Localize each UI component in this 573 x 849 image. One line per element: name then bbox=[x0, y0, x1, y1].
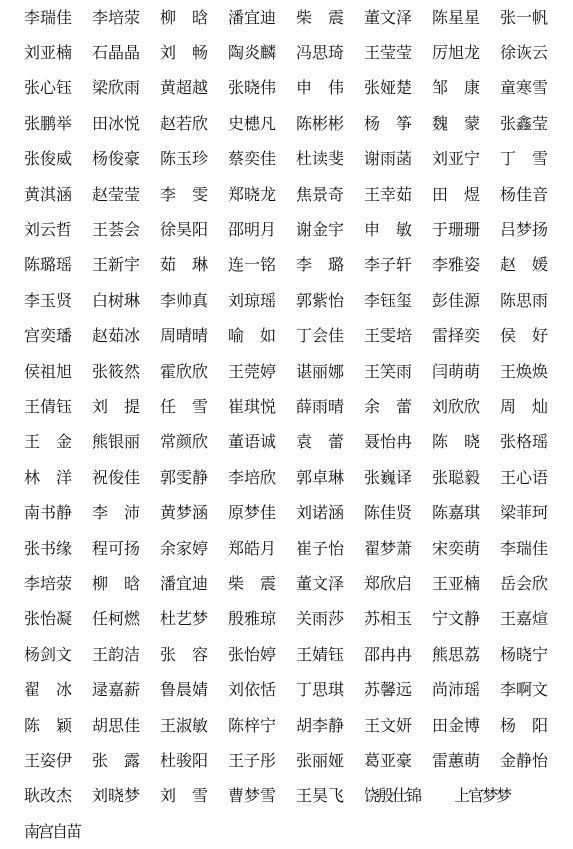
name-cell: 徐诙云 bbox=[500, 43, 549, 63]
name-cell: 邹 康 bbox=[432, 78, 481, 98]
name-cell: 柴 震 bbox=[228, 573, 277, 593]
name-cell: 白树琳 bbox=[92, 290, 141, 310]
name-cell: 王婧钰 bbox=[296, 644, 345, 664]
name-cell: 焦景奇 bbox=[296, 184, 345, 204]
name-cell: 金静怡 bbox=[500, 750, 549, 770]
name-cell: 李雅姿 bbox=[432, 255, 481, 275]
name-cell: 梁欣雨 bbox=[92, 78, 141, 98]
name-cell: 陈 颖 bbox=[24, 715, 73, 735]
name-cell: 申 敏 bbox=[364, 220, 413, 240]
name-cell: 董文泽 bbox=[364, 7, 413, 27]
name-cell: 郑晓龙 bbox=[228, 184, 277, 204]
name-cell: 任柯燃 bbox=[92, 609, 141, 629]
name-cell: 苏相玉 bbox=[364, 609, 413, 629]
name-cell: 袁 蕾 bbox=[296, 432, 345, 452]
name-row bbox=[24, 602, 573, 637]
name-cell: 郑皓月 bbox=[228, 538, 277, 558]
name-cell: 殷雅琼 bbox=[228, 609, 277, 629]
name-cell: 郑欣启 bbox=[364, 573, 413, 593]
name-row bbox=[24, 354, 573, 389]
name-cell: 任 雪 bbox=[160, 396, 209, 416]
name-cell: 鲁晨婧 bbox=[160, 680, 209, 700]
name-cell: 赵若欣 bbox=[160, 113, 209, 133]
name-cell: 饶殷仕锦 bbox=[364, 786, 421, 806]
name-cell: 董语诚 bbox=[228, 432, 277, 452]
name-cell: 雷择奕 bbox=[432, 326, 481, 346]
name-row bbox=[24, 672, 573, 707]
name-cell: 杨佳音 bbox=[500, 184, 549, 204]
name-cell: 陈玉珍 bbox=[160, 149, 209, 169]
name-cell: 丁 雪 bbox=[500, 149, 549, 169]
name-cell: 刘亚宁 bbox=[432, 149, 481, 169]
name-cell: 李子轩 bbox=[364, 255, 413, 275]
name-cell: 王笑雨 bbox=[364, 361, 413, 381]
name-cell: 胡思佳 bbox=[92, 715, 141, 735]
name-cell: 柴 震 bbox=[296, 7, 345, 27]
name-cell: 陈璐瑶 bbox=[24, 255, 73, 275]
name-row bbox=[24, 106, 573, 141]
name-cell: 崔子怡 bbox=[296, 538, 345, 558]
name-cell: 李钰玺 bbox=[364, 290, 413, 310]
name-cell: 徐昊阳 bbox=[160, 220, 209, 240]
name-cell: 邵明月 bbox=[228, 220, 277, 240]
name-cell: 张娅楚 bbox=[364, 78, 413, 98]
name-cell: 尚沛瑶 bbox=[432, 680, 481, 700]
name-cell: 王新宇 bbox=[92, 255, 141, 275]
name-cell: 李培荥 bbox=[92, 7, 141, 27]
name-cell: 王 金 bbox=[24, 432, 73, 452]
name-cell: 周晴晴 bbox=[160, 326, 209, 346]
name-cell: 王韵洁 bbox=[92, 644, 141, 664]
name-cell: 石晶晶 bbox=[92, 43, 141, 63]
name-row bbox=[24, 460, 573, 495]
name-cell: 关雨莎 bbox=[296, 609, 345, 629]
name-cell: 宁文静 bbox=[432, 609, 481, 629]
name-cell: 张巍译 bbox=[364, 467, 413, 487]
name-row bbox=[24, 708, 573, 743]
name-cell: 刘 提 bbox=[92, 396, 141, 416]
name-cell: 侯 好 bbox=[500, 326, 549, 346]
name-row bbox=[24, 425, 573, 460]
name-cell: 李培荥 bbox=[24, 573, 73, 593]
name-cell: 闫萌萌 bbox=[432, 361, 481, 381]
name-cell: 潘宜迪 bbox=[228, 7, 277, 27]
name-cell: 王幸茹 bbox=[364, 184, 413, 204]
name-cell: 田冰悦 bbox=[92, 113, 141, 133]
name-cell: 王倩钰 bbox=[24, 396, 73, 416]
name-cell: 熊思荔 bbox=[432, 644, 481, 664]
name-cell: 南书静 bbox=[24, 503, 73, 523]
name-cell: 黄梦涵 bbox=[160, 503, 209, 523]
name-cell: 陈 晓 bbox=[432, 432, 481, 452]
name-cell: 丁思琪 bbox=[296, 680, 345, 700]
name-row bbox=[24, 0, 573, 35]
name-row bbox=[24, 212, 573, 247]
name-cell: 逯嘉薪 bbox=[92, 680, 141, 700]
name-row bbox=[24, 35, 573, 70]
name-cell: 李玉贤 bbox=[24, 290, 73, 310]
name-cell: 刘晓梦 bbox=[92, 786, 141, 806]
name-cell: 梁菲珂 bbox=[500, 503, 549, 523]
name-cell: 林 洋 bbox=[24, 467, 73, 487]
name-cell: 原梦佳 bbox=[228, 503, 277, 523]
name-cell: 王雯培 bbox=[364, 326, 413, 346]
name-cell: 史槵凡 bbox=[228, 113, 277, 133]
name-cell: 赵莹莹 bbox=[92, 184, 141, 204]
name-list bbox=[24, 0, 573, 849]
name-cell: 赵茹冰 bbox=[92, 326, 141, 346]
name-row bbox=[24, 743, 573, 778]
name-cell: 陈佳贤 bbox=[364, 503, 413, 523]
name-cell: 余家婷 bbox=[160, 538, 209, 558]
name-cell: 常颜欣 bbox=[160, 432, 209, 452]
name-cell: 祝俊佳 bbox=[92, 467, 141, 487]
name-cell: 王淑敏 bbox=[160, 715, 209, 735]
name-cell: 申 伟 bbox=[296, 78, 345, 98]
name-cell: 黄淇涵 bbox=[24, 184, 73, 204]
name-row bbox=[24, 389, 573, 424]
name-cell: 陈彬彬 bbox=[296, 113, 345, 133]
name-cell: 王莞婷 bbox=[228, 361, 277, 381]
name-cell: 李啊文 bbox=[500, 680, 549, 700]
name-cell: 张 露 bbox=[92, 750, 141, 770]
name-cell: 田 煜 bbox=[432, 184, 481, 204]
name-cell: 王姿伊 bbox=[24, 750, 73, 770]
name-cell: 张一帆 bbox=[500, 7, 549, 27]
name-cell: 潘宜迪 bbox=[160, 573, 209, 593]
name-row bbox=[24, 495, 573, 530]
name-cell: 蔡奕佳 bbox=[228, 149, 277, 169]
name-row bbox=[24, 814, 573, 849]
name-cell: 宋奕萌 bbox=[432, 538, 481, 558]
name-cell: 李 雯 bbox=[160, 184, 209, 204]
name-cell: 田金博 bbox=[432, 715, 481, 735]
name-cell: 张格瑶 bbox=[500, 432, 549, 452]
name-cell: 刘欣欣 bbox=[432, 396, 481, 416]
name-cell: 雷蕙萌 bbox=[432, 750, 481, 770]
name-cell: 丁会佳 bbox=[296, 326, 345, 346]
name-cell: 张丽娅 bbox=[296, 750, 345, 770]
name-cell: 陈思雨 bbox=[500, 290, 549, 310]
name-cell: 张晓伟 bbox=[228, 78, 277, 98]
name-cell: 郭卓琳 bbox=[296, 467, 345, 487]
name-cell: 薛雨晴 bbox=[296, 396, 345, 416]
name-cell: 刘 雪 bbox=[160, 786, 209, 806]
name-cell: 李 璐 bbox=[296, 255, 345, 275]
name-cell: 陈星星 bbox=[432, 7, 481, 27]
name-cell: 厉旭龙 bbox=[432, 43, 481, 63]
name-cell: 张心钰 bbox=[24, 78, 73, 98]
name-cell: 李瑞佳 bbox=[24, 7, 73, 27]
name-cell: 张聪毅 bbox=[432, 467, 481, 487]
name-cell: 王昊飞 bbox=[296, 786, 345, 806]
name-cell: 王文妍 bbox=[364, 715, 413, 735]
name-cell: 李 沛 bbox=[92, 503, 141, 523]
name-cell: 崔琪悦 bbox=[228, 396, 277, 416]
name-cell: 程可扬 bbox=[92, 538, 141, 558]
name-row bbox=[24, 319, 573, 354]
name-cell: 陈梓宁 bbox=[228, 715, 277, 735]
name-cell: 杨晓宁 bbox=[500, 644, 549, 664]
name-cell: 耿改杰 bbox=[24, 786, 73, 806]
name-cell: 张怡凝 bbox=[24, 609, 73, 629]
name-cell: 刘依恬 bbox=[228, 680, 277, 700]
name-cell: 王嘉煊 bbox=[500, 609, 549, 629]
name-cell: 于珊珊 bbox=[432, 220, 481, 240]
name-cell: 陶炎麟 bbox=[228, 43, 277, 63]
name-cell: 翟 冰 bbox=[24, 680, 73, 700]
name-cell: 张鹏举 bbox=[24, 113, 73, 133]
name-cell: 张鑫莹 bbox=[500, 113, 549, 133]
name-cell: 茹 琳 bbox=[160, 255, 209, 275]
name-cell: 杜艺梦 bbox=[160, 609, 209, 629]
name-cell: 宫奕璠 bbox=[24, 326, 73, 346]
name-cell: 王焕焕 bbox=[500, 361, 549, 381]
name-row bbox=[24, 283, 573, 318]
name-cell: 谌丽娜 bbox=[296, 361, 345, 381]
name-row bbox=[24, 531, 573, 566]
name-cell: 熊银丽 bbox=[92, 432, 141, 452]
name-cell: 翟梦萧 bbox=[364, 538, 413, 558]
name-cell: 谢金宇 bbox=[296, 220, 345, 240]
name-cell: 张怡婷 bbox=[228, 644, 277, 664]
name-cell: 张俊威 bbox=[24, 149, 73, 169]
name-cell: 杨 筝 bbox=[364, 113, 413, 133]
name-cell: 周 灿 bbox=[500, 396, 549, 416]
name-row bbox=[24, 142, 573, 177]
name-cell: 童寒雪 bbox=[500, 78, 549, 98]
name-cell: 杜骏阳 bbox=[160, 750, 209, 770]
name-cell: 郭雯静 bbox=[160, 467, 209, 487]
name-cell: 胡李静 bbox=[296, 715, 345, 735]
name-row bbox=[24, 248, 573, 283]
name-cell: 连一铭 bbox=[228, 255, 277, 275]
name-cell: 刘云哲 bbox=[24, 220, 73, 240]
name-row bbox=[24, 637, 573, 672]
name-cell: 南宫自苗 bbox=[24, 821, 81, 841]
name-cell: 张 容 bbox=[160, 644, 209, 664]
name-cell: 杨剑文 bbox=[24, 644, 73, 664]
name-cell: 霍欣欣 bbox=[160, 361, 209, 381]
name-cell: 冯思琦 bbox=[296, 43, 345, 63]
name-cell: 苏馨远 bbox=[364, 680, 413, 700]
name-cell: 刘琼瑶 bbox=[228, 290, 277, 310]
name-row bbox=[24, 71, 573, 106]
name-row bbox=[24, 779, 573, 814]
name-cell: 谢雨菡 bbox=[364, 149, 413, 169]
name-cell: 聂怡冉 bbox=[364, 432, 413, 452]
name-cell: 魏 蒙 bbox=[432, 113, 481, 133]
name-cell: 柳 晗 bbox=[160, 7, 209, 27]
name-row bbox=[24, 566, 573, 601]
name-cell: 杨俊豪 bbox=[92, 149, 141, 169]
name-cell: 王子彤 bbox=[228, 750, 277, 770]
name-cell: 刘诺涵 bbox=[296, 503, 345, 523]
name-cell: 张书缘 bbox=[24, 538, 73, 558]
name-cell: 李培欣 bbox=[228, 467, 277, 487]
name-cell: 上官梦梦 bbox=[454, 786, 511, 806]
name-cell: 葛亚豪 bbox=[364, 750, 413, 770]
name-cell: 吕梦扬 bbox=[500, 220, 549, 240]
name-cell: 王心语 bbox=[500, 467, 549, 487]
name-cell: 杜读斐 bbox=[296, 149, 345, 169]
name-cell: 杨 阳 bbox=[500, 715, 549, 735]
name-cell: 侯祖旭 bbox=[24, 361, 73, 381]
name-cell: 陈嘉琪 bbox=[432, 503, 481, 523]
name-row bbox=[24, 177, 573, 212]
name-cell: 王莹莹 bbox=[364, 43, 413, 63]
name-cell: 刘亚楠 bbox=[24, 43, 73, 63]
name-cell: 张筱然 bbox=[92, 361, 141, 381]
name-cell: 黄超越 bbox=[160, 78, 209, 98]
name-cell: 喻 如 bbox=[228, 326, 277, 346]
name-cell: 余 蕾 bbox=[364, 396, 413, 416]
name-cell: 王荟会 bbox=[92, 220, 141, 240]
name-cell: 刘 畅 bbox=[160, 43, 209, 63]
name-cell: 董文泽 bbox=[296, 573, 345, 593]
name-cell: 赵 媛 bbox=[500, 255, 549, 275]
name-cell: 王亚楠 bbox=[432, 573, 481, 593]
name-cell: 李瑞佳 bbox=[500, 538, 549, 558]
name-cell: 岳会欣 bbox=[500, 573, 549, 593]
name-cell: 柳 晗 bbox=[92, 573, 141, 593]
name-cell: 李帅真 bbox=[160, 290, 209, 310]
name-cell: 彭佳源 bbox=[432, 290, 481, 310]
name-cell: 曹梦雪 bbox=[228, 786, 277, 806]
name-cell: 郭紫怡 bbox=[296, 290, 345, 310]
name-cell: 邵冉冉 bbox=[364, 644, 413, 664]
